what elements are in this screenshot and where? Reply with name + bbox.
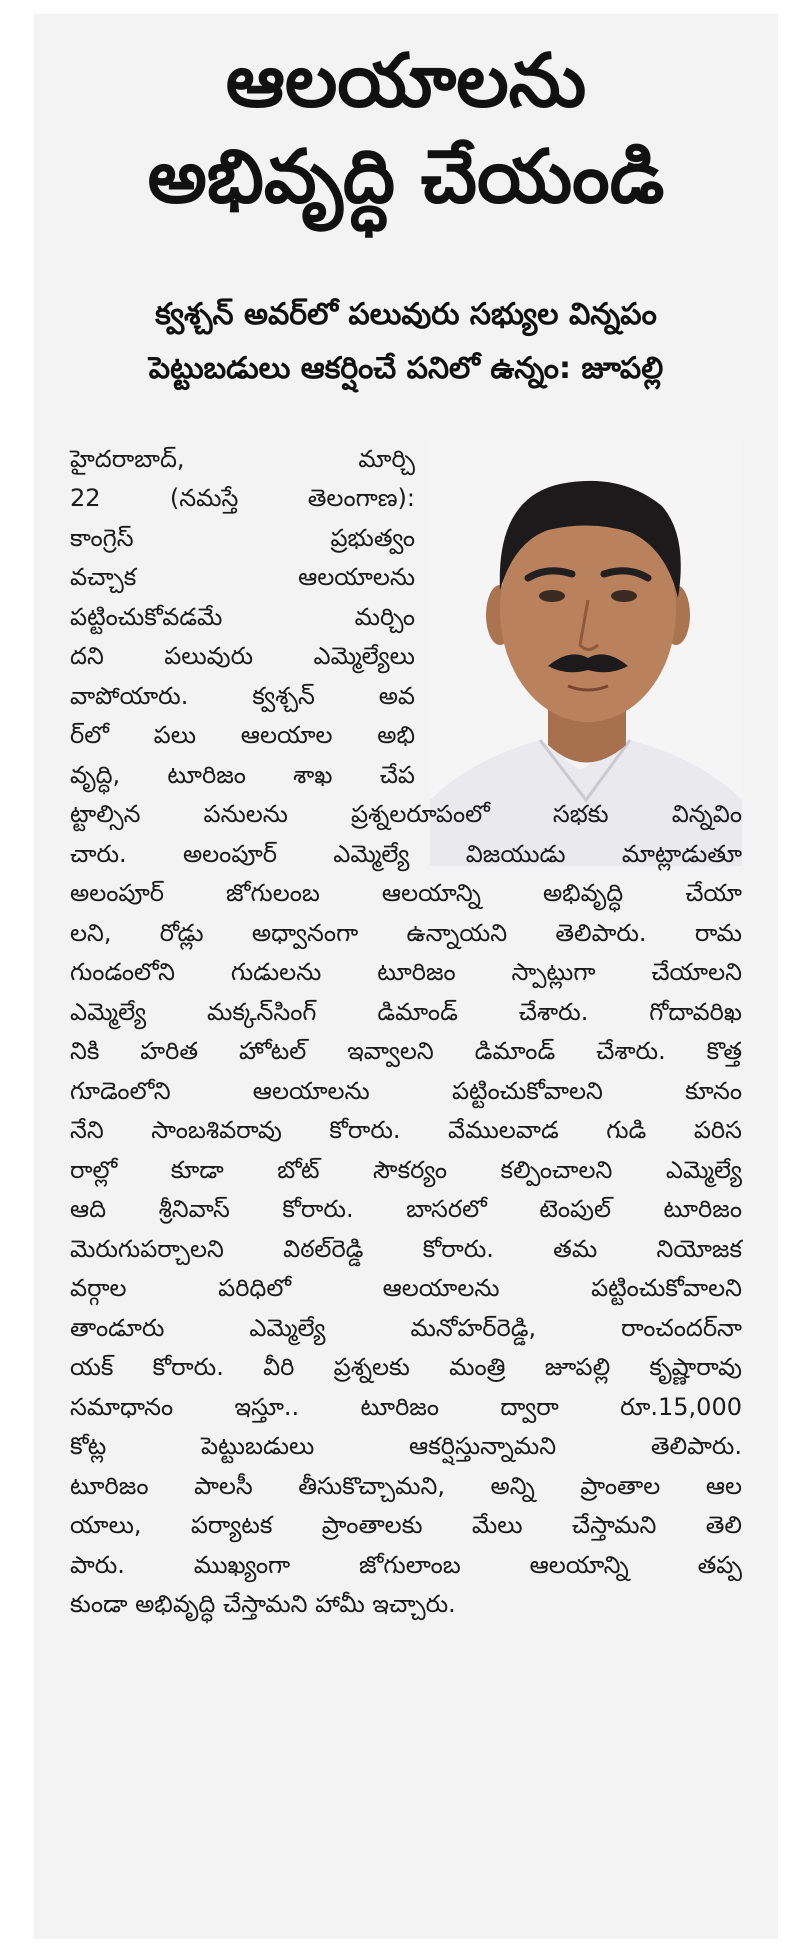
body-line: 22 (నమస్తే తెలంగాణ): xyxy=(70,484,415,512)
body-line: తాండూరు ఎమ్మెల్యే మనోహర్‌రెడ్డి, రాంచందర్‌నా xyxy=(70,1314,742,1342)
body-line: గూడెంలోని ఆలయాలను పట్టించుకోవాలని కూనం xyxy=(70,1077,742,1105)
body-line: పారు. ముఖ్యంగా జోగులాంబ ఆలయాన్ని తప్ప xyxy=(70,1551,742,1579)
body-line: దని పలువురు ఎమ్మెల్యేలు xyxy=(70,642,415,670)
body-line: లని, రోడ్లు అధ్వానంగా ఉన్నాయని తెలిపారు. రామ xyxy=(70,919,742,947)
body-line: చారు. అలంపూర్ ఎమ్మెల్యే విజయుడు మాట్లాడుతూ xyxy=(70,840,742,868)
body-line: కోట్ల పెట్టుబడులు ఆకర్షిస్తున్నామని తెలిపారు. xyxy=(70,1432,742,1460)
body-line: టూరిజం పాలసీ తీసుకొచ్చామని, అన్ని ప్రాంతాల ఆల xyxy=(70,1472,742,1500)
body-line: అలంపూర్ జోగులంబ ఆలయాన్ని అభివృద్ధి చేయా xyxy=(70,879,742,907)
body-line: ఎమ్మెల్యే మక్కన్‌సింగ్ డిమాండ్ చేశారు. గోదావరిఖ xyxy=(70,998,742,1026)
body-line: ట్టాల్సిన పనులను ప్రశ్నలరూపంలో సభకు విన్నవిం xyxy=(70,800,742,828)
body-line: వాపోయారు. క్వశ్చన్ అవ xyxy=(70,682,415,710)
headline-line-2: అభివృద్ధి చేయండి xyxy=(147,134,665,220)
body-line: సమాధానం ఇస్తూ.. టూరిజం ద్వారా రూ.15,000 xyxy=(70,1393,742,1421)
body-line: వర్గాల పరిధిలో ఆలయాలను పట్టించుకోవాలని xyxy=(70,1274,742,1302)
body-line: రాల్లో కూడా బోట్ సౌకర్యం కల్పించాలని ఎమ్మెల్యే xyxy=(70,1156,742,1184)
body-line: హైదరాబాద్, మార్చి xyxy=(70,445,415,473)
body-line: కాంగ్రెస్ ప్రభుత్వం xyxy=(70,524,415,552)
headline-line-1: ఆలయాలను xyxy=(225,38,587,124)
body-line-last: కుండా అభివృద్ధి చేస్తామని హామీ ఇచ్చారు. xyxy=(70,1590,456,1618)
body-line: వృద్ధి, టూరిజం శాఖ చేప xyxy=(70,761,415,789)
body-line: యక్ కోరారు. వీరి ప్రశ్నలకు మంత్రి జూపల్లి కృష్ణారావు xyxy=(70,1353,742,1381)
body-line: పట్టించుకోవడమే మర్చిం xyxy=(70,603,415,631)
body-line: గుండంలోని గుడులను టూరిజం స్పాట్లుగా చేయాలని xyxy=(70,958,742,986)
body-line: మెరుగుపర్చాలని విఠల్‌రెడ్డి కోరారు. తమ నియోజక xyxy=(70,1235,742,1263)
body-line: నికి హరిత హోటల్ ఇవ్వాలని డిమాండ్ చేశారు. కొత్త xyxy=(70,1037,742,1065)
body-line: ర్‌లో పలు ఆలయాల అభి xyxy=(70,721,415,749)
subheading-2: పెట్టుబడులు ఆకర్షించే పనిలో ఉన్నం: జూపల్లి xyxy=(148,351,664,386)
subheading-1: క్వశ్చన్ అవర్‌లో పలువురు సభ్యుల విన్నపం xyxy=(155,297,657,332)
body-line: ఆది శ్రీనివాస్ కోరారు. బాసరలో టెంపుల్ టూరిజం xyxy=(70,1195,742,1223)
body-line: వచ్చాక ఆలయాలను xyxy=(70,563,415,591)
right-eye xyxy=(611,590,637,602)
body-line: నేని సాంబశివరావు కోరారు. వేములవాడ గుడి పరిస xyxy=(70,1116,742,1144)
left-eye xyxy=(539,590,565,602)
body-line: యాలు, పర్యాటక ప్రాంతాలకు మేలు చేస్తామని తెలి xyxy=(70,1511,742,1539)
